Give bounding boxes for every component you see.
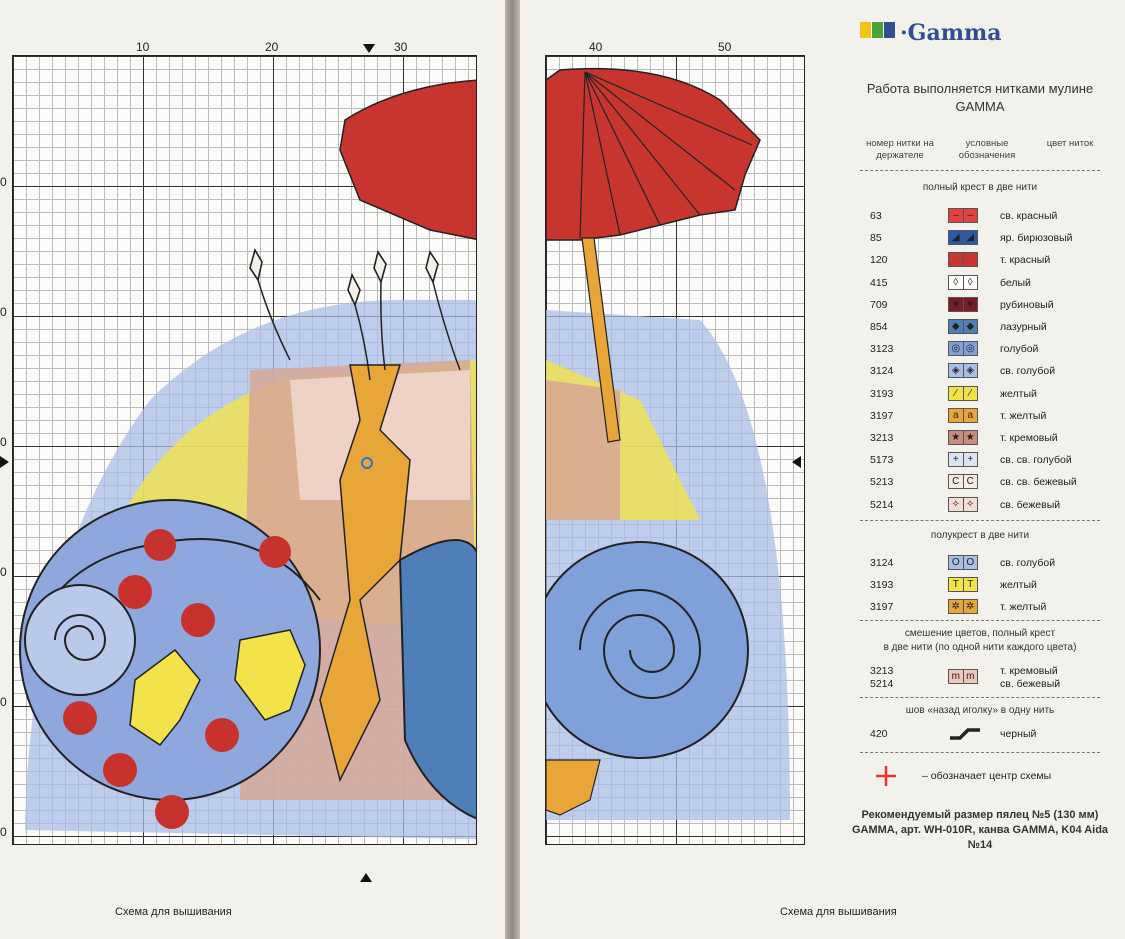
symbol-swatch: O O — [948, 555, 978, 570]
full_cross-row — [850, 297, 1110, 315]
thread-code: 3197 — [870, 409, 894, 422]
thread-code: 63 — [870, 210, 882, 222]
backstitch-title: шов «назад иголку» в одну нить — [905, 705, 1055, 716]
symbol-swatch: ◎ ◎ — [948, 341, 978, 356]
side-ruler-label: 0 — [0, 305, 7, 319]
side-ruler-label: 0 — [0, 825, 7, 839]
side-ruler-label: 0 — [0, 175, 7, 189]
thread-code: 415 — [870, 276, 888, 289]
full_cross-row — [850, 252, 1110, 270]
side-ruler-label: 0 — [0, 695, 7, 709]
thread-color-name: св. голубой — [1000, 557, 1056, 569]
symbol-swatch: T T — [948, 577, 978, 592]
symbol-swatch: ✲ ✲ — [948, 599, 978, 614]
thread-color-name: желтый — [1000, 579, 1037, 591]
thread-code: 85 — [870, 232, 882, 245]
blend-title-1: смешение цветов, полный крест — [904, 628, 1056, 639]
full_cross-row — [850, 319, 1110, 337]
ruler-label-10: 10 — [136, 40, 150, 54]
center-marker-bottom — [360, 873, 372, 882]
thread-code: 854 — [870, 321, 888, 333]
col-symbol-header: условные обозначения — [958, 138, 1016, 161]
thread-color-name: желтый — [1000, 387, 1037, 400]
symbol-swatch: C C — [948, 474, 978, 489]
thread-code: 3124 — [870, 557, 894, 569]
thread-color-name: т. красный — [1000, 254, 1051, 267]
divider — [860, 697, 1100, 698]
thread-color-name: рубиновый — [1000, 298, 1054, 311]
full_cross-row — [850, 430, 1110, 448]
divider — [860, 620, 1100, 621]
ruler-label-20: 20 — [265, 40, 279, 54]
divider — [860, 520, 1100, 521]
full_cross-row — [850, 208, 1110, 226]
symbol-swatch: ◊ ◊ — [948, 275, 978, 290]
half_cross-row — [850, 555, 1110, 573]
thread-color-name: голубой — [1000, 343, 1039, 356]
full_cross-row — [850, 474, 1110, 492]
left-artwork — [20, 80, 520, 840]
recommendation-text: Рекомендуемый размер пялец №5 (130 мм) GAMMA, арт. WH-010R, канва GAMMA, K04 Aida №14 — [851, 809, 1109, 851]
full_cross-row — [850, 408, 1110, 426]
divider — [860, 170, 1100, 171]
center-marker-right — [792, 456, 801, 468]
gamma-logo-icon — [860, 22, 896, 43]
half_cross-row — [850, 599, 1110, 617]
full_cross-row — [850, 497, 1110, 515]
symbol-swatch: ⁄ ⁄ — [948, 386, 978, 401]
blend-code-2: 5214 — [870, 678, 894, 690]
blend-title-2: в две нити (по одной нити каждого цвета) — [883, 642, 1077, 653]
full_cross-row — [850, 363, 1110, 381]
center-marker-top — [363, 44, 375, 53]
blend-name-1: т. кремовый — [1000, 665, 1058, 677]
symbol-swatch: ◆ ◆ — [948, 319, 978, 334]
thread-code: 709 — [870, 298, 888, 311]
thread-code: 5173 — [870, 454, 894, 467]
thread-color-name: св. красный — [1000, 210, 1058, 222]
thread-code: 5213 — [870, 476, 894, 489]
thread-color-name: св. св. голубой — [1000, 454, 1072, 467]
blend-code-1: 3213 — [870, 665, 894, 677]
thread-code: 120 — [870, 254, 888, 267]
full-cross-title: полный крест в две нити — [922, 182, 1038, 193]
thread-color-name: т. желтый — [1000, 601, 1047, 613]
col-color-header: цвет ниток — [1046, 138, 1094, 149]
symbol-swatch: – – — [948, 208, 978, 223]
side-ruler-label: 0 — [0, 565, 7, 579]
backstitch-row — [850, 726, 1110, 744]
ruler-label-50: 50 — [718, 40, 732, 54]
full_cross-row — [850, 230, 1110, 248]
thread-code: 3124 — [870, 365, 894, 378]
col-number-header: номер нитки на держателе — [866, 138, 934, 161]
thread-color-name: св. бежевый — [1000, 498, 1061, 511]
blend-name-2: св. бежевый — [1000, 678, 1061, 690]
center-marker-left — [0, 456, 9, 468]
ruler-label-40: 40 — [589, 40, 603, 54]
symbol-swatch: ✧ ✧ — [948, 497, 978, 512]
backstitch-name: черный — [1000, 728, 1037, 740]
left-caption: Схема для вышивания — [115, 906, 232, 918]
thread-color-name: т. кремовый — [1000, 432, 1058, 444]
thread-color-name: белый — [1000, 276, 1031, 289]
full_cross-row — [850, 452, 1110, 470]
half_cross-row — [850, 577, 1110, 595]
right-caption: Схема для вышивания — [780, 906, 897, 918]
brand-name: ·Gamma — [900, 20, 1002, 46]
thread-code: 3197 — [870, 601, 894, 613]
full_cross-row — [850, 275, 1110, 293]
divider — [860, 752, 1100, 753]
thread-code: 5214 — [870, 498, 894, 511]
ruler-label-30: 30 — [394, 40, 408, 54]
legend-title: Работа выполняется нитками мулине GAMMA — [866, 81, 1094, 114]
full_cross-row — [850, 386, 1110, 404]
thread-code: 3193 — [870, 387, 894, 400]
blend-swatch: m m — [948, 669, 978, 684]
thread-color-name: т. желтый — [1000, 409, 1047, 422]
thread-color-name: св. св. бежевый — [1000, 476, 1077, 489]
symbol-swatch: + + — [948, 452, 978, 467]
symbol-swatch: a a — [948, 408, 978, 423]
center-cross-icon — [875, 765, 897, 787]
backstitch-code: 420 — [870, 728, 888, 740]
center-note: – обозначает центр схемы — [922, 770, 1052, 782]
thread-code: 3193 — [870, 579, 894, 591]
symbol-swatch: ♥ ♥ — [948, 297, 978, 312]
right-artwork — [532, 69, 790, 820]
thread-code: 3213 — [870, 432, 894, 444]
thread-code: 3123 — [870, 343, 894, 356]
thread-color-name: яр. бирюзовый — [1000, 232, 1073, 245]
symbol-swatch: ★ ★ — [948, 430, 978, 445]
symbol-swatch: ◢ ◢ — [948, 230, 978, 245]
backstitch-line-icon — [948, 726, 982, 742]
half-cross-title: полукрест в две нити — [930, 530, 1030, 541]
full_cross-row — [850, 341, 1110, 359]
thread-color-name: лазурный — [1000, 321, 1047, 333]
thread-color-name: св. голубой — [1000, 365, 1056, 378]
blend-row — [850, 665, 1110, 690]
side-ruler-label: 0 — [0, 435, 7, 449]
symbol-swatch: ◈ ◈ — [948, 363, 978, 378]
symbol-swatch — [948, 252, 978, 267]
